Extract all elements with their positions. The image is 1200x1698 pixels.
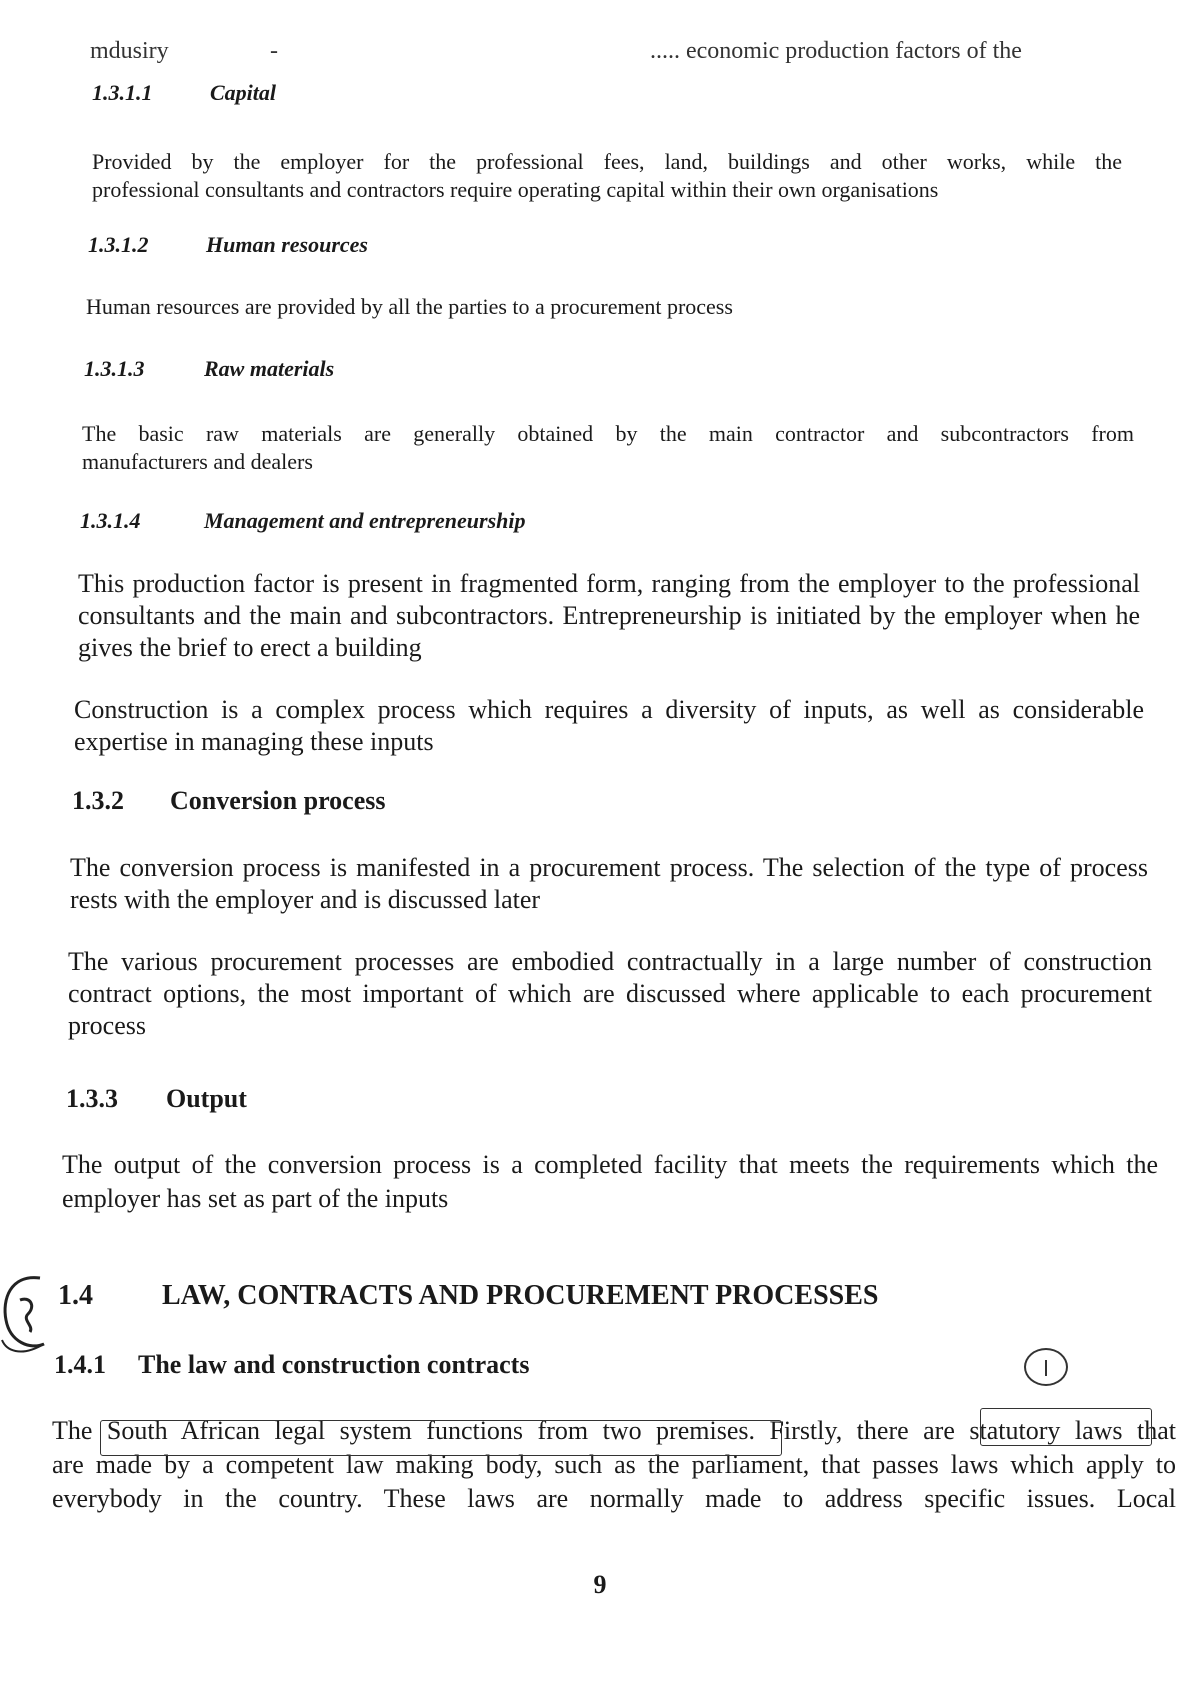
- text-line: rests with the employer and is discussed later: [70, 885, 541, 914]
- text-line: The conversion process is manifested in a procurement process. The selection of the type of process: [70, 853, 1148, 882]
- text-line: Construction is a complex process which requires a diversity of inputs, as well as considerable: [74, 695, 1144, 724]
- heading-132: [72, 786, 385, 816]
- heading-title: Management and entrepreneurship: [204, 508, 526, 533]
- heading-1311: [92, 80, 276, 106]
- heading-number: 1.3.1.3: [84, 356, 145, 381]
- text-line: This production factor is present in fragmented form, ranging from the employer to the professional: [78, 569, 1140, 598]
- top-fragment-mid: -: [270, 38, 278, 64]
- top-fragment-left: mdusiry: [90, 38, 169, 64]
- text-line: professional consultants and contractors require operating capital within their own organisations: [92, 177, 939, 202]
- text-line: The output of the conversion process is a completed facility that meets the requirements which the: [62, 1150, 1158, 1179]
- text-line: process: [68, 1011, 146, 1040]
- heading-1312: [88, 232, 368, 258]
- heading-133: [66, 1084, 247, 1114]
- circled-one-icon: [1026, 1350, 1066, 1384]
- heading-number: 1.3.1.4: [80, 508, 141, 533]
- paragraph-conversion-1: [70, 852, 1148, 916]
- heading-title: The law and construction contracts: [138, 1350, 530, 1379]
- paragraph-conversion-2: [68, 946, 1152, 1042]
- paragraph-output: [62, 1148, 1158, 1216]
- heading-title: Raw materials: [204, 356, 335, 381]
- text-line: The basic raw materials are generally obtained by the main contractor and subcontractors from: [82, 421, 1134, 446]
- text-line: expertise in managing these inputs: [74, 727, 434, 756]
- paragraph-management: [78, 568, 1140, 664]
- heading-141: [54, 1350, 529, 1380]
- text-line: consultants and the main and subcontractors. Entrepreneurship is initiated by the employer when he: [78, 601, 1140, 630]
- text-line: are made by a competent law making body, such as the parliament, that passes laws which apply to: [52, 1450, 1176, 1479]
- text-line: everybody in the country. These laws are normally made to address specific issues. Local: [52, 1484, 1176, 1513]
- text-line: manufacturers and dealers: [82, 449, 313, 474]
- heading-number: 1.4.1: [54, 1350, 106, 1379]
- text-line: employer has set as part of the inputs: [62, 1184, 449, 1213]
- heading-title: Output: [166, 1084, 247, 1113]
- text-line: Provided by the employer for the professional fees, land, buildings and other works, while the: [92, 149, 1122, 174]
- heading-title: LAW, CONTRACTS AND PROCUREMENT PROCESSES: [162, 1280, 879, 1311]
- heading-number: 1.3.1.2: [88, 232, 149, 257]
- handwritten-box-annotation: [100, 1420, 782, 1456]
- heading-title: Conversion process: [170, 786, 386, 815]
- text-line: contract options, the most important of which are discussed where applicable to each procurement: [68, 979, 1152, 1008]
- paragraph-human-resources: [86, 294, 1126, 320]
- heading-title: Human resources: [206, 232, 368, 257]
- top-fragment-right: ..... economic production factors of the: [650, 38, 1022, 64]
- heading-1313: [84, 356, 334, 382]
- heading-14: [58, 1280, 878, 1312]
- paragraph-raw-materials: [82, 420, 1134, 476]
- heading-1314: [80, 508, 526, 534]
- text-line: Human resources are provided by all the parties to a procurement process: [86, 294, 733, 319]
- text-line: The various procurement processes are embodied contractually in a large number of construction: [68, 947, 1152, 976]
- heading-number: 1.4: [58, 1280, 93, 1311]
- handwritten-box-annotation: [980, 1408, 1152, 1446]
- text-line: gives the brief to erect a building: [78, 633, 422, 662]
- heading-number: 1.3.3: [66, 1084, 118, 1113]
- heading-number: 1.3.2: [72, 786, 124, 815]
- heading-number: 1.3.1.1: [92, 80, 153, 105]
- handwritten-margin-mark-icon: [0, 1270, 60, 1360]
- text-line: The South African legal system functions from two premises. Firstly, there are statutory laws that: [52, 1416, 1176, 1445]
- heading-title: Capital: [210, 80, 277, 105]
- paragraph-construction: [74, 694, 1144, 758]
- page-number: 9: [593, 1570, 607, 1599]
- handwritten-circle-annotation-icon: [1024, 1348, 1068, 1386]
- paragraph-capital: [92, 148, 1122, 204]
